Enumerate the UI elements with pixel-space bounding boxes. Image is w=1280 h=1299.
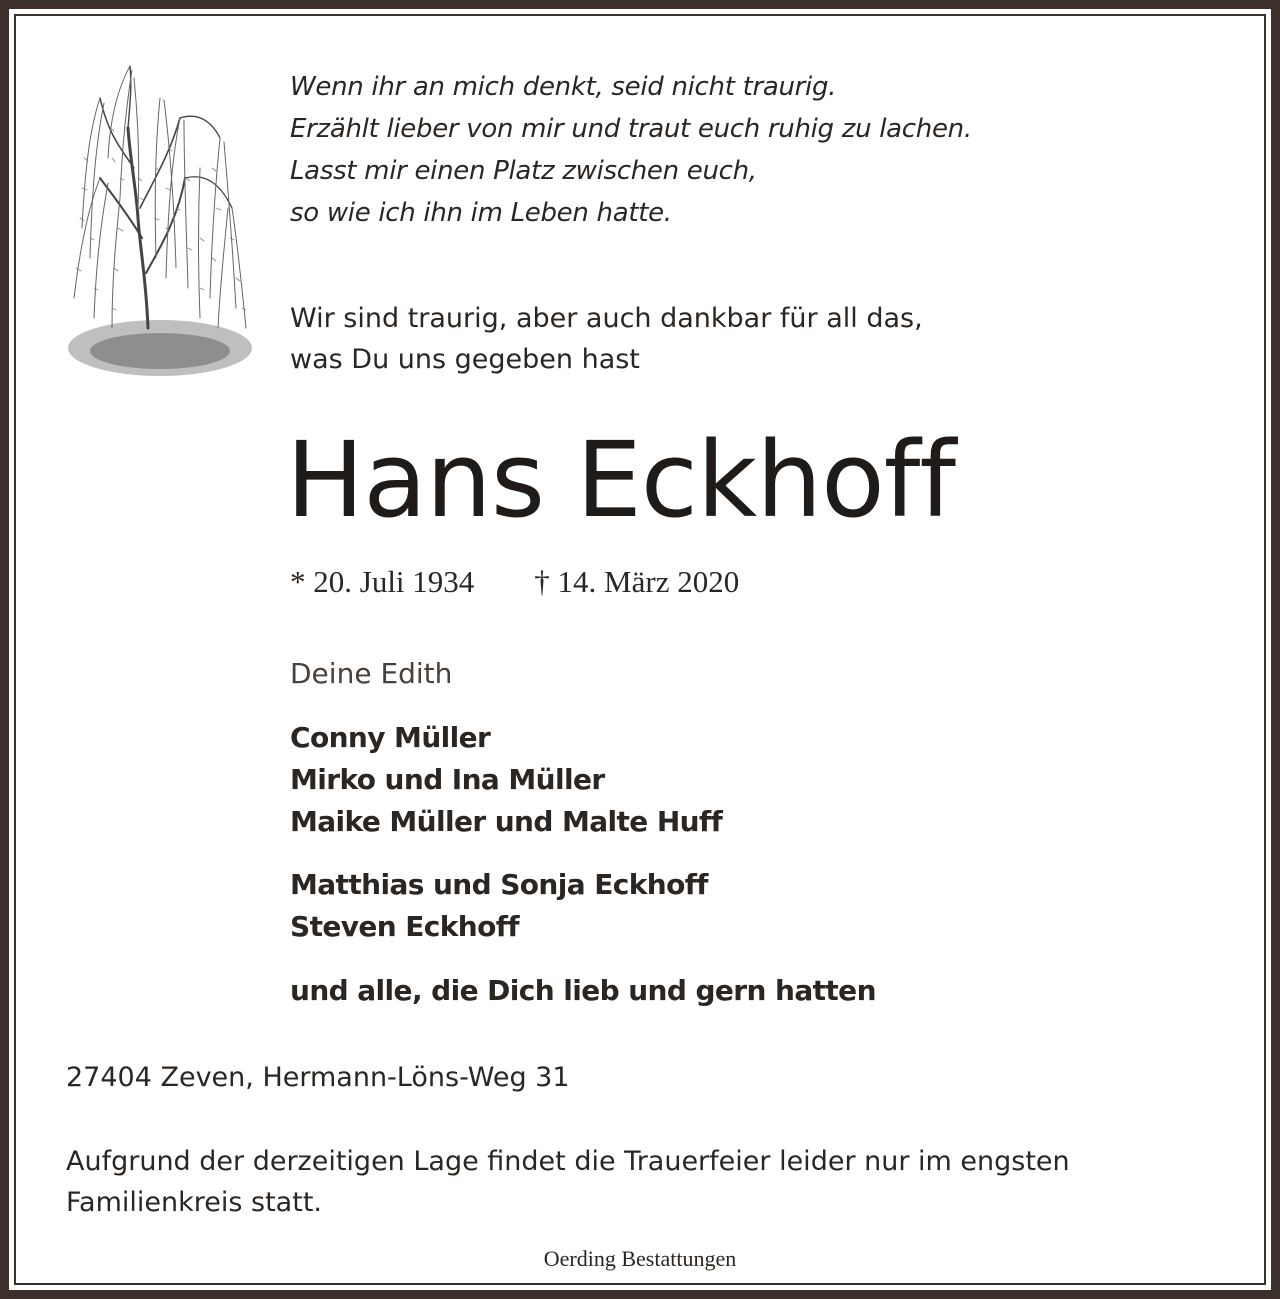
mourner-name: Mirko und Ina Müller — [290, 763, 605, 796]
mourners-group-1 — [290, 717, 722, 843]
mourner-name: Steven Eckhoff — [290, 910, 519, 943]
poem-line: so wie ich ihn im Leben hatte. — [290, 198, 672, 228]
address: 27404 Zeven, Hermann-Löns-Weg 31 — [66, 1062, 570, 1093]
life-dates — [290, 562, 739, 602]
undertaker-credit: Oerding Bestattungen — [543, 1246, 737, 1271]
gratitude-line: was Du uns gegeben hast — [290, 344, 640, 375]
mourner-name: Conny Müller — [290, 721, 491, 754]
gratitude-line: Wir sind traurig, aber auch dankbar für all das, — [290, 303, 923, 334]
death-date: † 14. März 2020 — [534, 564, 740, 599]
poem — [290, 66, 972, 234]
notice-line: Familienkreis statt. — [66, 1187, 322, 1218]
poem-line: Wenn ihr an mich denkt, seid nicht traurig. — [290, 72, 837, 102]
birth-date: * 20. Juli 1934 — [290, 564, 475, 599]
notice-line: Aufgrund der derzeitigen Lage findet die Trauerfeier leider nur im engsten — [66, 1146, 1070, 1177]
poem-line: Lasst mir einen Platz zwischen euch, — [290, 156, 757, 186]
mourner-name: Maike Müller und Malte Huff — [290, 805, 723, 838]
spouse-signature: Deine Edith — [290, 657, 453, 690]
mourners-group-2 — [290, 864, 708, 948]
mourner-name: Matthias und Sonja Eckhoff — [290, 868, 708, 901]
mourners-closing: und alle, die Dich lieb und gern hatten — [290, 974, 876, 1007]
poem-line: Erzählt lieber von mir und traut euch ruhig zu lachen. — [290, 114, 972, 144]
weeping-willow-tree-icon — [60, 58, 260, 398]
gratitude-text — [290, 298, 923, 380]
deceased-name: Hans Eckhoff — [286, 419, 955, 541]
funeral-notice — [66, 1141, 1196, 1223]
